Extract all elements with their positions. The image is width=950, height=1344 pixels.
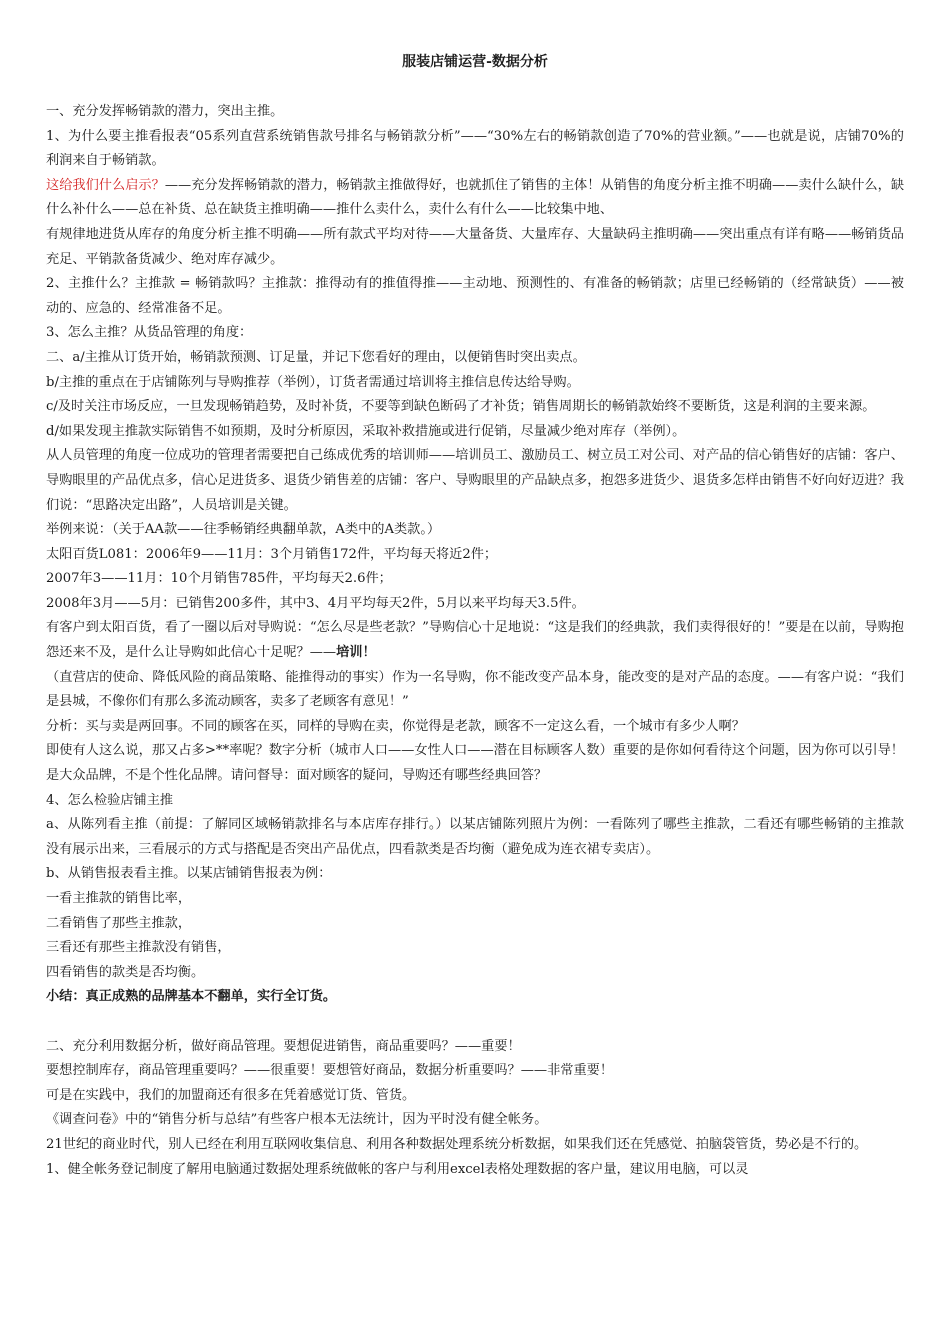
highlight-question: 这给我们什么启示？	[46, 177, 165, 193]
emphasis-training: 培训！	[336, 645, 376, 661]
paragraph-item-a: 二、a/主推从订货开始，畅销款预测、订足量，并记下您看好的理由，以便销售时突出卖点。	[46, 349, 586, 365]
paragraph-survey: 《调查问卷》中的“销售分析与总结”有些客户根本无法统计，因为平时没有健全帐务。	[46, 1112, 548, 1128]
paragraph-sales-2006: 太阳百货L081：2006年9——11月：3个月销售172件，平均每天将近2件；	[46, 546, 498, 562]
paragraph-sales-2008: 2008年3月——5月：已销售200多件，其中3、4月平均每天2件，5月以来平均每天3.5件。	[46, 595, 585, 611]
paragraph-check-heading: 4、怎么检验店铺主推	[46, 792, 174, 808]
paragraph-21st-century: 21世纪的商业时代，别人已经在利用互联网收集信息、利用各种数据处理系统分析数据，如果我们还在凭感觉、拍脑袋管货，势必是不行的。	[46, 1136, 868, 1152]
paragraph-item-d: d/如果发现主推款实际销售不如预期，及时分析原因，采取补救措施或进行促销，尽量减少绝对库存（举例）。	[46, 423, 686, 439]
paragraph-sales-2007: 2007年3——11月：10个月销售785件，平均每天2.6件；	[46, 571, 392, 587]
paragraph-summary: 小结：真正成熟的品牌基本不翻单，实行全订货。	[46, 989, 337, 1005]
section-two-heading: 二、充分利用数据分析，做好商品管理。要想促进销售，商品重要吗？——重要！	[46, 1038, 521, 1054]
paragraph-check-4: 四看销售的款类是否均衡。	[46, 964, 205, 980]
paragraph-report-check: b、从销售报表看主推。以某店铺销售报表为例：	[46, 866, 332, 882]
document-title: 服装店铺运营-数据分析	[402, 54, 548, 70]
paragraph-inventory: 有规律地进货从库存的角度分析主推不明确——所有款式平均对待——大量备货、大量库存、大量缺码主推明确——突出重点有详有略——畅销货品充足、平销款备货减少、绝对库存减少。	[46, 226, 904, 267]
paragraph-how-push: 3、怎么主推？从货品管理的角度：	[46, 325, 253, 341]
paragraph-what-push: 2、主推什么？主推款 = 畅销款吗？主推款：推得动有的推值得推——主动地、预测性的、有准备的畅销款；店里已经畅销的（经常缺货）——被动的、应急的、经常准备不足。	[46, 276, 904, 316]
paragraph-example: 举例来说：（关于AA款——往季畅销经典翻单款，A类中的A类款。）	[46, 522, 441, 538]
paragraph-insight: 这给我们什么启示？——充分发挥畅销款的潜力，畅销款主推做得好，也就抓住了销售的主体！从销售的角度分析主推不明确——卖什么缺什么，缺什么补什么——总在补货、总在缺货主推明确——推什么卖什么，卖什么有什么——比较集中地、	[46, 177, 905, 218]
paragraph-staff: 从人员管理的角度一位成功的管理者需要把自己练成优秀的培训师——培训员工、激励员工、树立员工对公司、对产品的信心销售好的店铺：客户、导购眼里的产品优点多，信心足进货多、退货少销售差的店铺：客户、导购眼里的产品缺点多，抱怨多进货少、退货多怎样由销售不好向好迈进？我们说：“思路决定出路”，人员培训是关键。	[46, 448, 904, 513]
paragraph-check-3: 三看还有那些主推款没有销售，	[46, 940, 231, 956]
paragraph-why-push: 1、为什么要主推看报表“05系列直营系统销售款号排名与畅销款分析”——“30%左右的畅销款创造了70%的营业额。”——也就是说，店铺70%的利润来自于畅销款。	[46, 128, 904, 169]
paragraph-display-check: a、从陈列看主推（前提：了解同区域畅销款排名与本店库存排行。）以某店铺陈列照片为例：一看陈列了哪些主推款，二看还有哪些畅销的主推款没有展示出来，三看展示的方式与搭配是否突出产品优点，四看款类是否均衡（避免成为连衣裙专卖店）。	[46, 817, 904, 857]
paragraph-analysis: 分析：买与卖是两回事。不同的顾客在买，同样的导购在卖，你觉得是老款，顾客不一定这么看，一个城市有多少人啊？	[46, 718, 745, 734]
blank-line	[46, 1010, 904, 1035]
paragraph-attitude: （直营店的使命、降低风险的商品策略、能推得动的事实）作为一名导购，你不能改变产品本身，能改变的是对产品的态度。——有客户说：“我们是县城，不像你们有那么多流动顾客，卖多了老顾客有意见！”	[46, 669, 904, 710]
paragraph-control-stock: 要想控制库存，商品管理重要吗？——很重要！要想管好商品，数据分析重要吗？——非常重要！	[46, 1063, 614, 1079]
paragraph-check-1: 一看主推款的销售比率，	[46, 891, 192, 906]
section-one-heading: 一、充分发挥畅销款的潜力，突出主推。	[46, 104, 284, 119]
paragraph-customer-story: 有客户到太阳百货，看了一圈以后对导购说：“怎么尽是些老款？”导购信心十足地说：“这是我们的经典款，我们卖得很好的！”要是在以前，导购抱怨还来不及，是什么让导购如此信心十足呢？——培训！	[46, 620, 904, 661]
paragraph-accounts: 1、健全帐务登记制度了解用电脑通过数据处理系统做帐的客户与利用excel表格处理数据的客户量，建议用电脑，可以灵	[46, 1161, 749, 1177]
paragraph-practice: 可是在实践中，我们的加盟商还有很多在凭着感觉订货、管货。	[46, 1087, 416, 1103]
paragraph-item-c: c/及时关注市场反应，一旦发现畅销趋势，及时补货，不要等到缺色断码了才补货；销售周期长的畅销款始终不要断货，这是利润的主要来源。	[46, 399, 876, 415]
paragraph-item-b: b/主推的重点在于店铺陈列与导购推荐（举例），订货者需通过培训将主推信息传达给导购。	[46, 374, 580, 390]
paragraph-numbers: 即使有人这么说，那又占多>**率呢？数字分析（城市人口——女性人口——潜在目标顾客人数）重要的是你如何看待这个问题，因为你可以引导！是大众品牌，不是个性化品牌。请问督导：面对顾客的疑问，导购还有哪些经典回答？	[46, 743, 904, 784]
paragraph-check-2: 二看销售了那些主推款，	[46, 915, 192, 931]
